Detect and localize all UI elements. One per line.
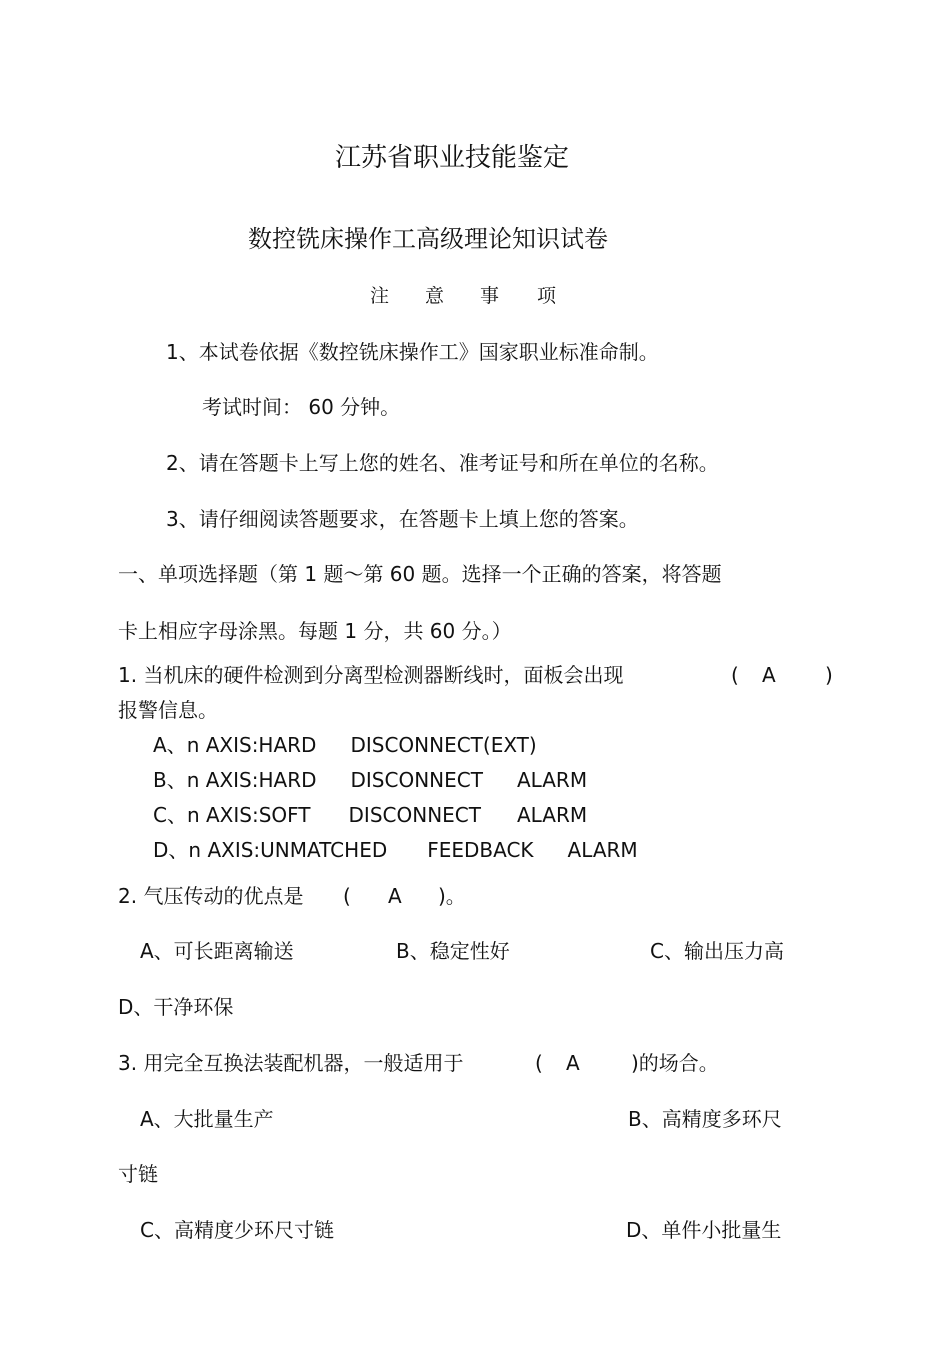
- notice-char: 意: [425, 285, 447, 307]
- answer-paren: (: [343, 884, 351, 908]
- option-c: C、输出压力高: [650, 939, 784, 963]
- option-text: ALARM: [567, 838, 638, 862]
- notice-item: 2、请在答题卡上写上您的姓名、准考证号和所在单位的名称。: [166, 451, 719, 475]
- option-text: FEEDBACK: [427, 838, 534, 862]
- option-a: [153, 735, 537, 755]
- answer-paren: )的场合。: [631, 1051, 719, 1075]
- option-a: A、大批量生产: [140, 1107, 274, 1131]
- option-text: ALARM: [516, 803, 588, 827]
- option-text: ALARM: [516, 768, 588, 792]
- notice-char: 注: [370, 285, 392, 307]
- option-d: [153, 840, 638, 860]
- answer-value: A: [388, 884, 402, 908]
- option-c: C、高精度少环尺寸链: [140, 1218, 334, 1242]
- exam-title: 江苏省职业技能鉴定: [335, 143, 570, 173]
- notice-item: 3、请仔细阅读答题要求，在答题卡上填上您的答案。: [166, 507, 639, 531]
- option-c: [153, 805, 587, 825]
- answer-value: A: [566, 1051, 580, 1075]
- answer-paren: )。: [438, 884, 466, 908]
- question-stem: 1. 当机床的硬件检测到分离型检测器断线时，面板会出现: [118, 663, 624, 687]
- answer-value: A: [762, 663, 776, 687]
- answer-paren: (: [535, 1051, 543, 1075]
- option-b: B、高精度多环尺: [628, 1107, 782, 1131]
- option-text: n AXIS:UNMATCHED: [188, 838, 388, 862]
- option-b: B、稳定性好: [396, 939, 510, 963]
- option-d: D、干净环保: [118, 995, 234, 1019]
- answer-paren: ): [825, 663, 833, 687]
- notice-char: 事: [480, 285, 502, 307]
- notice-char: 项: [537, 285, 559, 307]
- question-stem: 2. 气压传动的优点是: [118, 884, 304, 908]
- option-text: DISCONNECT: [350, 768, 483, 792]
- option-text: DISCONNECT(EXT): [350, 733, 537, 757]
- exam-subtitle: 数控铣床操作工高级理论知识试卷: [248, 225, 608, 253]
- option-text: DISCONNECT: [348, 803, 481, 827]
- option-label: C、: [153, 803, 187, 827]
- option-b-cont: 寸链: [118, 1162, 158, 1186]
- section-heading: 一、单项选择题（第 1 题～第 60 题。选择一个正确的答案，将答题: [118, 562, 722, 586]
- notice-item: 1、本试卷依据《数控铣床操作工》国家职业标准命制。: [166, 340, 659, 364]
- section-heading-cont: 卡上相应字母涂黑。每题 1 分，共 60 分。）: [118, 619, 512, 643]
- option-label: D、: [153, 838, 189, 862]
- option-label: A、: [153, 733, 187, 757]
- question-stem-cont: 报警信息。: [118, 698, 218, 722]
- option-text: n AXIS:HARD: [186, 768, 317, 792]
- question-stem: 3. 用完全互换法装配机器，一般适用于: [118, 1051, 464, 1075]
- option-label: B、: [153, 768, 187, 792]
- notice-item: 考试时间： 60 分钟。: [202, 395, 401, 419]
- option-b: [153, 770, 587, 790]
- option-d: D、单件小批量生: [626, 1218, 782, 1242]
- option-a: A、可长距离输送: [140, 939, 294, 963]
- option-text: n AXIS:HARD: [186, 733, 317, 757]
- option-text: n AXIS:SOFT: [186, 803, 311, 827]
- answer-paren: (: [731, 663, 739, 687]
